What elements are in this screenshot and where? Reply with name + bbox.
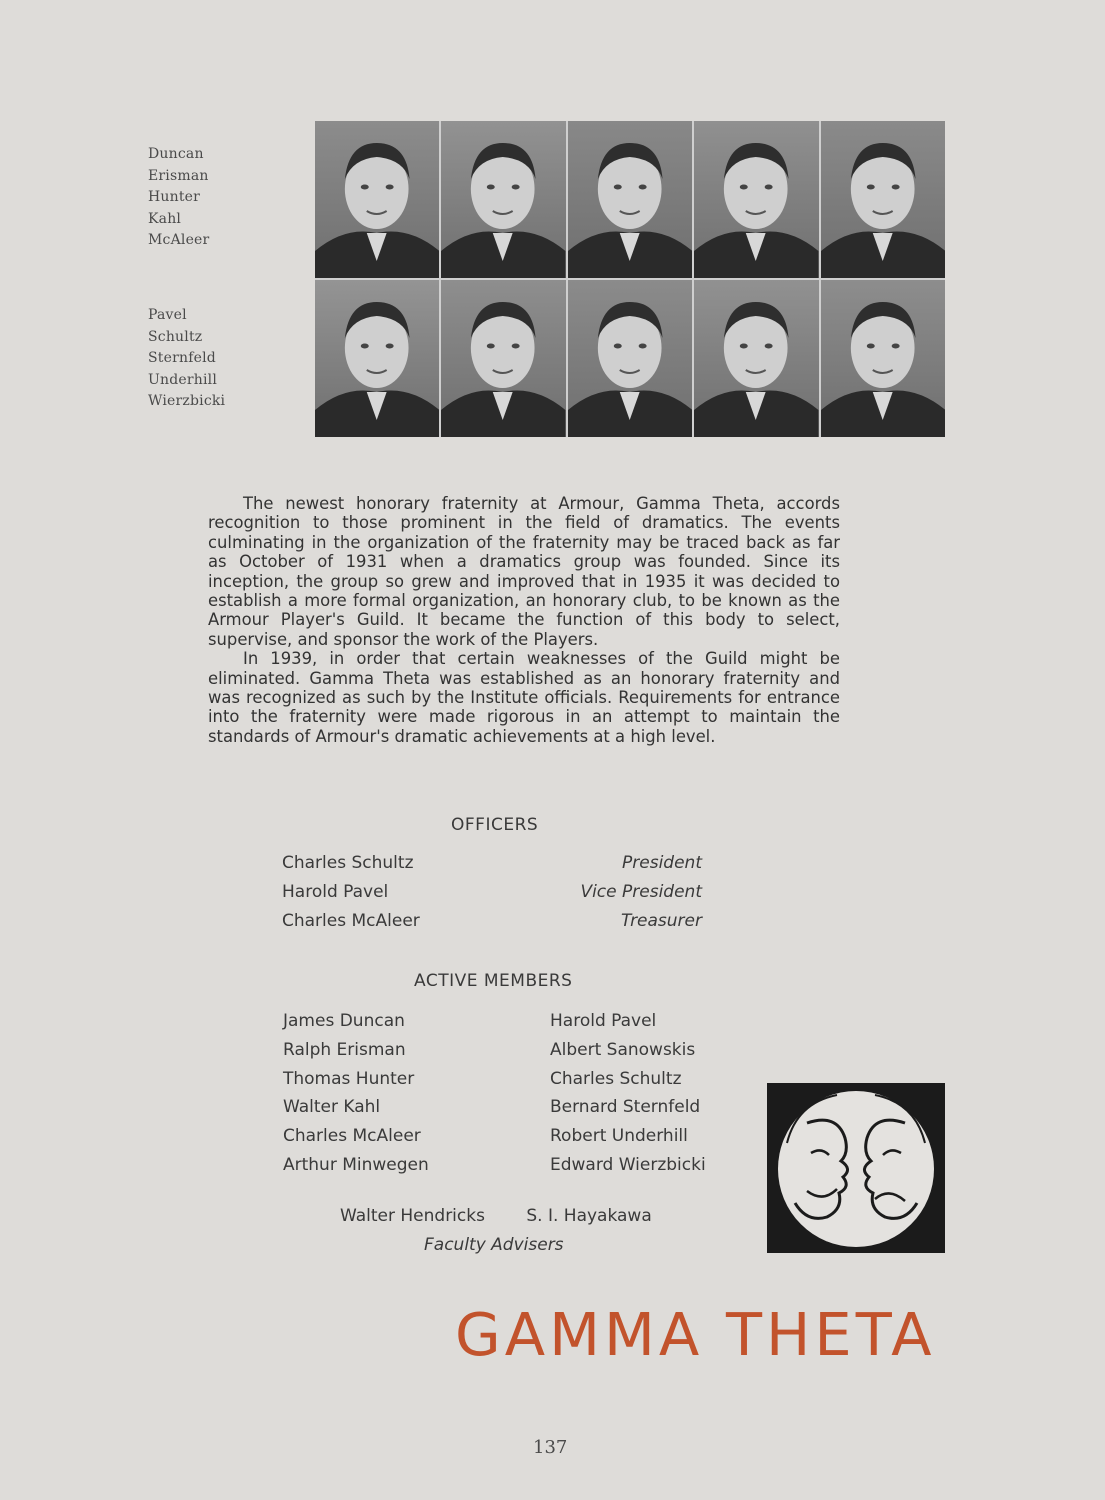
theater-masks-icon bbox=[767, 1083, 945, 1253]
theater-masks-illustration bbox=[767, 1083, 945, 1253]
page-number: 137 bbox=[533, 1437, 568, 1458]
member-name: Edward Wierzbicki bbox=[550, 1155, 706, 1175]
members-heading: ACTIVE MEMBERS bbox=[414, 971, 573, 991]
officer-name: Charles McAleer bbox=[282, 911, 420, 931]
member-name: Charles McAleer bbox=[283, 1126, 421, 1146]
officer-name: Harold Pavel bbox=[282, 882, 389, 902]
portrait-silhouette bbox=[441, 280, 565, 437]
portrait-silhouette bbox=[568, 280, 692, 437]
caption-top-row bbox=[148, 144, 209, 252]
officers-heading: OFFICERS bbox=[451, 815, 539, 835]
portrait-photo bbox=[568, 121, 692, 278]
member-name: Ralph Erisman bbox=[283, 1040, 406, 1060]
member-name: Arthur Minwegen bbox=[283, 1155, 429, 1175]
portrait-silhouette bbox=[315, 280, 439, 437]
caption-name: McAleer bbox=[148, 232, 210, 248]
portrait-grid bbox=[315, 121, 945, 437]
caption-name: Sternfeld bbox=[148, 350, 216, 366]
member-name: Bernard Sternfeld bbox=[550, 1097, 701, 1117]
portrait-photo bbox=[694, 121, 818, 278]
portrait-silhouette bbox=[694, 280, 818, 437]
caption-name: Erisman bbox=[148, 167, 209, 184]
portrait-photo bbox=[694, 280, 818, 437]
portrait-photo bbox=[821, 280, 945, 437]
caption-name: Kahl bbox=[148, 210, 182, 227]
caption-name: Pavel bbox=[148, 307, 187, 323]
paragraph: In 1939, in order that certain weaknesses of the Guild might be eliminated. Gamma Theta was established as an honorary fraternity and was recognized as such by the Institute officials. Requirements for entrance into the fraternity were made rigorous in an attempt to maintain the standards of Armour's dramatic achievements at a high level. bbox=[208, 649, 840, 746]
portrait-silhouette bbox=[315, 121, 439, 278]
officer-title: Treasurer bbox=[621, 911, 702, 931]
officer-name: Charles Schultz bbox=[282, 853, 414, 873]
member-name: Robert Underhill bbox=[550, 1126, 688, 1146]
advisers-label: Faculty Advisers bbox=[424, 1235, 564, 1255]
paragraph: The newest honorary fraternity at Armour, Gamma Theta, accords recognition to those prominent in the field of dramatics. The events culminating in the organization of the fraternity may be traced back as far as October of 1931 when a dramatics group was founded. Since its inception, the group so grew and improved that in 1935 it was decided to establish a more formal organization, an honorary club, to be known as the Armour Player's Guild. It became the function of this body to select, supervise, and sponsor the work of the Players. bbox=[208, 494, 840, 649]
portrait-photo bbox=[821, 121, 945, 278]
officer-title: Vice President bbox=[580, 882, 702, 902]
description-text bbox=[208, 494, 840, 746]
member-name: James Duncan bbox=[283, 1011, 405, 1031]
portrait-silhouette bbox=[568, 121, 692, 278]
portrait-photo bbox=[441, 121, 565, 278]
portrait-photo bbox=[315, 121, 439, 278]
officer-title: President bbox=[622, 853, 702, 873]
portrait-silhouette bbox=[694, 121, 818, 278]
caption-name: Underhill bbox=[148, 371, 218, 388]
fraternity-title: GAMMA THETA bbox=[455, 1300, 936, 1369]
member-name: Walter Kahl bbox=[283, 1097, 381, 1117]
adviser-name: Walter Hendricks bbox=[340, 1206, 485, 1226]
caption-name: Schultz bbox=[148, 328, 203, 345]
caption-name: Duncan bbox=[148, 146, 204, 162]
caption-name: Hunter bbox=[148, 189, 201, 205]
portrait-photo bbox=[315, 280, 439, 437]
portrait-photo bbox=[441, 280, 565, 437]
member-name: Charles Schultz bbox=[550, 1069, 682, 1089]
portrait-silhouette bbox=[821, 280, 945, 437]
portrait-photo bbox=[568, 280, 692, 437]
member-name: Thomas Hunter bbox=[283, 1069, 415, 1089]
faculty-advisers bbox=[340, 1206, 688, 1226]
caption-name: Wierzbicki bbox=[148, 393, 226, 409]
caption-bottom-row bbox=[148, 305, 225, 413]
portrait-silhouette bbox=[821, 121, 945, 278]
member-name: Harold Pavel bbox=[550, 1011, 657, 1031]
member-name: Albert Sanowskis bbox=[550, 1040, 696, 1060]
portrait-silhouette bbox=[441, 121, 565, 278]
adviser-name: S. I. Hayakawa bbox=[526, 1206, 652, 1226]
